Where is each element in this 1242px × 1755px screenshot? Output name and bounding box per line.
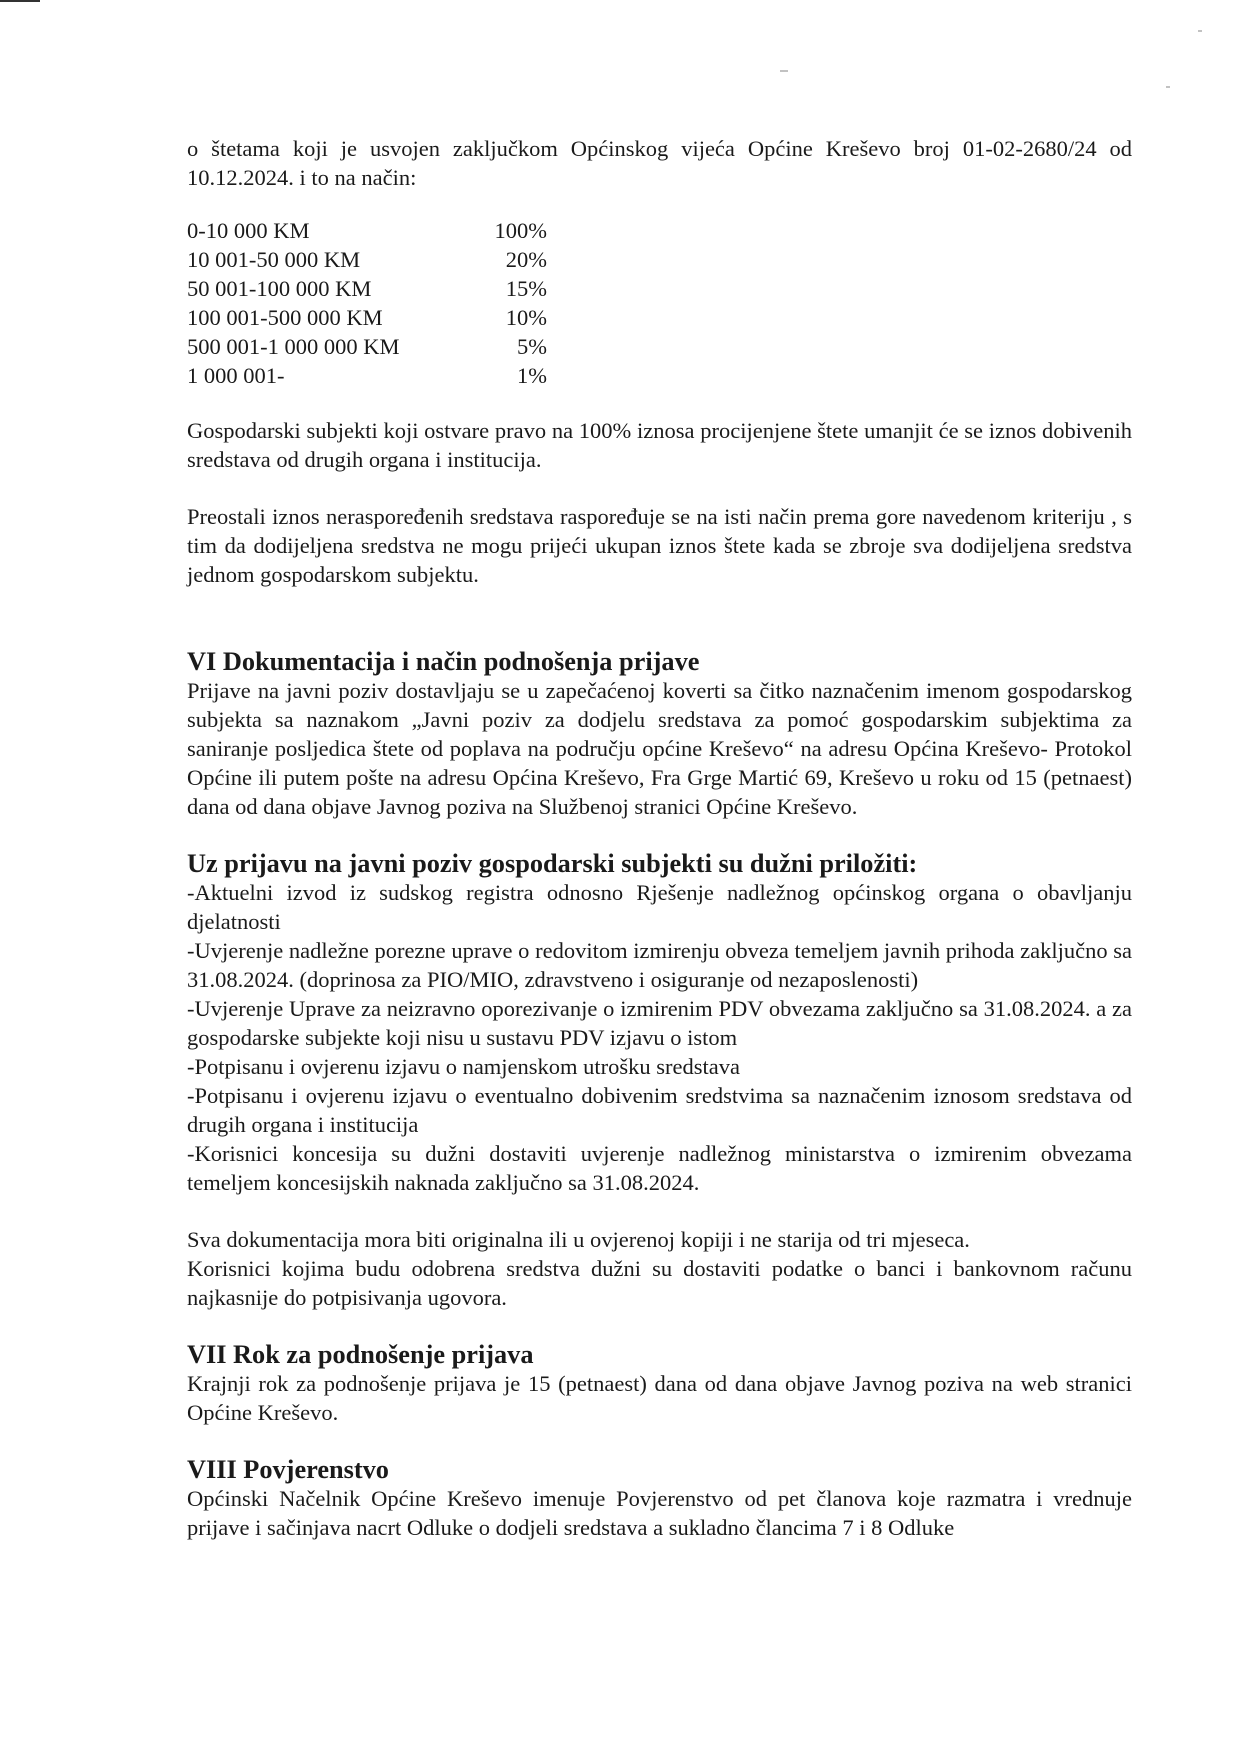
section-vi-heading: VI Dokumentacija i način podnošenja prijave [187,647,700,676]
rate-row [187,303,547,332]
rate-percent: 1% [517,363,547,388]
rate-range: 100 001-500 000 KM [187,305,383,330]
attachment-item: -Uvjerenje nadležne porezne uprave o redovitom izmirenju obveza temeljem javnih prihoda zaključno sa 31.08.2024. (doprinosa za PIO/MIO, zdravstveno i osiguranje od nezaposlenosti) [187,938,1132,992]
document-page [187,134,1132,1542]
rate-percent: 100% [494,218,547,243]
attachment-item: -Potpisanu i ovjerenu izjavu o eventualno dobivenim sredstvima sa naznačenim iznosom sredstava od drugih organa i institucija [187,1083,1132,1137]
section-vi-text: Prijave na javni poziv dostavljaju se u zapečaćenoj koverti sa čitko naznačenim imenom gospodarskog subjekta sa naznakom „Javni poziv za dodjelu sredstava za pomoć gospodarskim subjektima za saniranje posljedica štete od poplava na području općine Kreševo“ na adresu Općina Kreševo- Protokol Općine ili putem pošte na adresu Općina Kreševo, Fra Grge Martić 69, Kreševo u roku od 15 (petnaest) dana od dana objave Javnog poziva na Službenoj stranici Općine Kreševo. [187,678,1132,819]
rate-range: 0-10 000 KM [187,218,310,243]
rate-row [187,332,547,361]
rate-percent: 10% [505,305,547,330]
scan-speck [1166,86,1170,88]
rate-percent: 20% [505,247,547,272]
damage-rate-table [187,216,547,390]
section-viii-text: Općinski Načelnik Općine Kreševo imenuje Povjerenstvo od pet članova koje razmatra i vrednuje prijave i sačinjava nacrt Odluke o dodjeli sredstava a sukladno člancima 7 i 8 Odluke [187,1486,1132,1540]
rate-range: 10 001-50 000 KM [187,247,361,272]
bank-details-paragraph: Korisnici kojima budu odobrena sredstva dužni su dostaviti podatke o banci i bankovnom računu najkasnije do potpisivanja ugovora. [187,1256,1132,1310]
scan-edge-mark [0,0,40,2]
attachment-item: -Potpisanu i ovjerenu izjavu o namjenskom utrošku sredstava [187,1054,741,1079]
rate-row [187,274,547,303]
rate-percent: 5% [517,334,547,359]
rate-percent: 15% [505,276,547,301]
section-vii-heading: VII Rok za podnošenje prijava [187,1340,534,1369]
scan-speck [1198,30,1202,32]
rate-row [187,245,547,274]
rate-range: 50 001-100 000 KM [187,276,372,301]
rate-row [187,361,547,390]
attachment-item: -Aktuelni izvod iz sudskog registra odnosno Rješenje nadležnog općinskog organa o obavljanju djelatnosti [187,880,1132,934]
intro-paragraph: o štetama koji je usvojen zaključkom Općinskog vijeća Općine Kreševo broj 01-02-2680/24 od 10.12.2024. i to na način: [187,136,1132,190]
attachment-item: -Uvjerenje Uprave za neizravno oporezivanje o izmirenim PDV obvezama zaključno sa 31.08.2024. a za gospodarske subjekte koji nisu u sustavu PDV izjavu o istom [187,996,1132,1050]
section-viii-heading: VIII Povjerenstvo [187,1455,389,1484]
attachments-heading: Uz prijavu na javni poziv gospodarski subjekti su dužni priložiti: [187,849,918,878]
remaining-funds-paragraph: Preostali iznos neraspoređenih sredstava raspoređuje se na isti način prema gore navedenom kriteriju , s tim da dodijeljena sredstva ne mogu prijeći ukupan iznos štete kada se zbroje sva dodijeljena sredstva jednom gospodarskom subjektu. [187,504,1132,587]
section-vii-text: Krajnji rok za podnošenje prijava je 15 (petnaest) dana od dana objave Javnog poziva na web stranici Općine Kreševo. [187,1371,1132,1425]
reduction-paragraph: Gospodarski subjekti koji ostvare pravo na 100% iznosa procijenjene štete umanjit će se iznos dobivenih sredstava od drugih organa i institucija. [187,418,1132,472]
attachment-item: -Korisnici koncesija su dužni dostaviti uvjerenje nadležnog ministarstva o izmirenim obvezama temeljem koncesijskih naknada zaključno sa 31.08.2024. [187,1141,1132,1195]
documentation-paragraph: Sva dokumentacija mora biti originalna ili u ovjerenoj kopiji i ne starija od tri mjeseca. [187,1227,970,1252]
rate-range: 1 000 001- [187,363,285,388]
scan-speck [780,70,788,72]
rate-range: 500 001-1 000 000 KM [187,334,400,359]
rate-row [187,216,547,245]
